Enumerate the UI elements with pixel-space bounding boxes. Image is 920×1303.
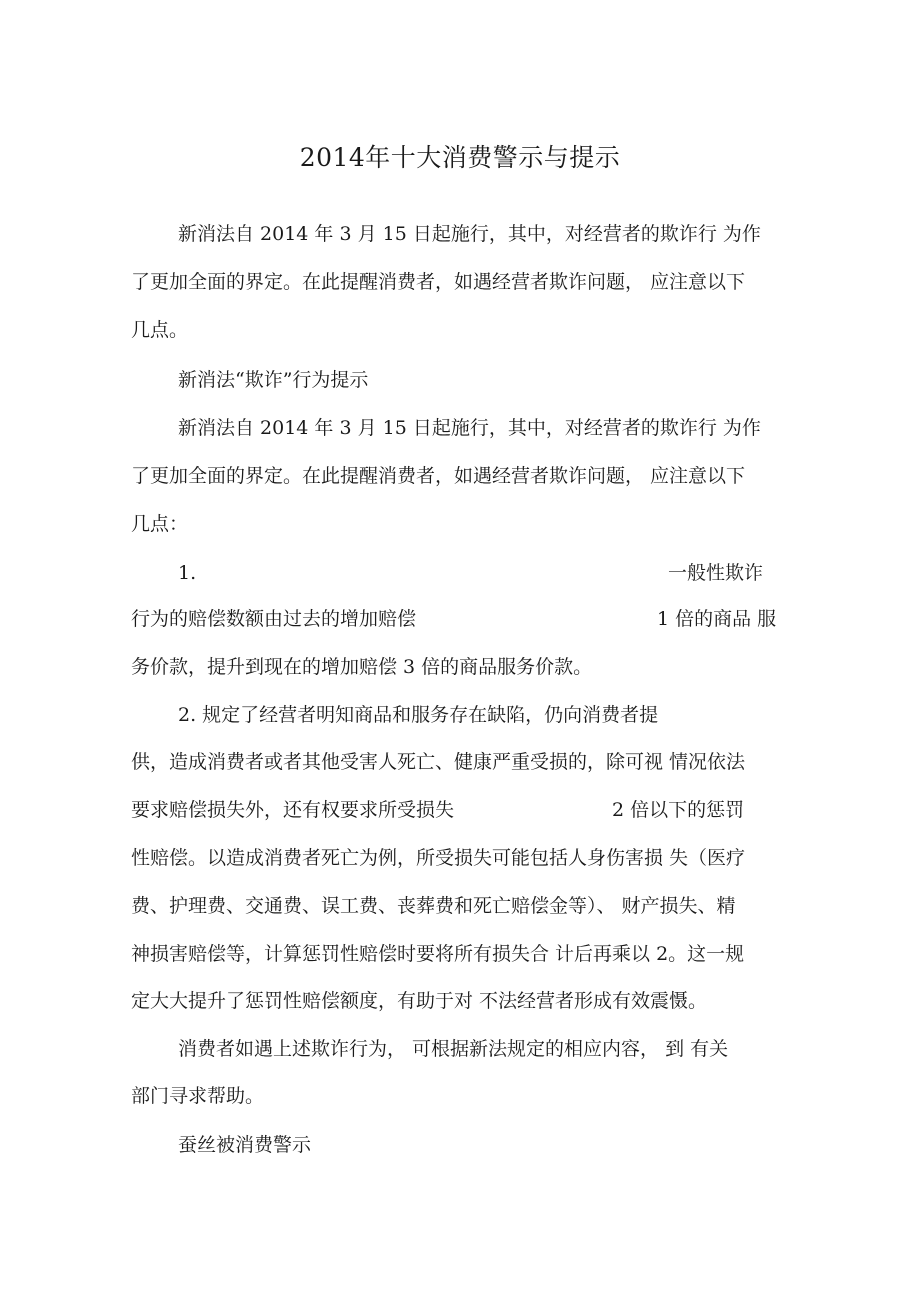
paragraph-2-line-1: 新消法自 2014 年 3 月 15 日起施行，其中，对经营者的欺诈行 为作 xyxy=(178,417,761,439)
item-2-line-6: 神损害赔偿等，计算惩罚性赔偿时要将所有损失合 计后再乘以 2。这一规 xyxy=(131,943,745,965)
item-1-line-3: 务价款，提升到现在的增加赔偿 3 倍的商品服务价款。 xyxy=(131,656,593,678)
paragraph-3-line-2: 部门寻求帮助。 xyxy=(131,1085,265,1107)
paragraph-1-line-2: 了更加全面的界定。在此提醒消费者，如遇经营者欺诈问题， 应注意以下 xyxy=(131,271,746,293)
section-heading-silk-quilt: 蚕丝被消费警示 xyxy=(178,1134,312,1156)
paragraph-2-line-2: 了更加全面的界定。在此提醒消费者，如遇经营者欺诈问题， 应注意以下 xyxy=(131,465,746,487)
item-2-line-2: 供，造成消费者或者其他受害人死亡、健康严重受损的，除可视 情况依法 xyxy=(131,751,746,773)
page-title: 2014年十大消费警示与提示 xyxy=(299,143,621,172)
paragraph-3-line-1: 消费者如遇上述欺诈行为， 可根据新法规定的相应内容， 到 有关 xyxy=(178,1038,729,1060)
item-1-line-2-left: 行为的赔偿数额由过去的增加赔偿 xyxy=(131,608,417,630)
item-2-line-3-left: 要求赔偿损失外，还有权要求所受损失 xyxy=(131,799,455,821)
item-1-line-2-right: 1 倍的商品 服 xyxy=(657,608,777,630)
item-1-line-1-right: 一般性欺诈 xyxy=(668,562,764,584)
item-2-line-5: 费、护理费、交通费、误工费、丧葬费和死亡赔偿金等）、 财产损失、精 xyxy=(131,895,736,917)
item-2-line-7: 定大大提升了惩罚性赔偿额度，有助于对 不法经营者形成有效震慑。 xyxy=(131,990,708,1012)
paragraph-2-line-3: 几点： xyxy=(131,513,189,535)
section-heading-fraud: 新消法“欺诈”行为提示 xyxy=(178,369,369,391)
paragraph-1-line-3: 几点。 xyxy=(131,319,189,341)
item-2-line-3-right: 2 倍以下的惩罚 xyxy=(612,799,745,821)
item-2-line-4: 性赔偿。以造成消费者死亡为例，所受损失可能包括人身伤害损 失（医疗 xyxy=(131,847,746,869)
item-2-line-1: 2. 规定了经营者明知商品和服务存在缺陷，仍向消费者提 xyxy=(178,704,659,726)
paragraph-1-line-1: 新消法自 2014 年 3 月 15 日起施行，其中，对经营者的欺诈行 为作 xyxy=(178,223,761,245)
item-1-number: 1. xyxy=(178,562,197,584)
